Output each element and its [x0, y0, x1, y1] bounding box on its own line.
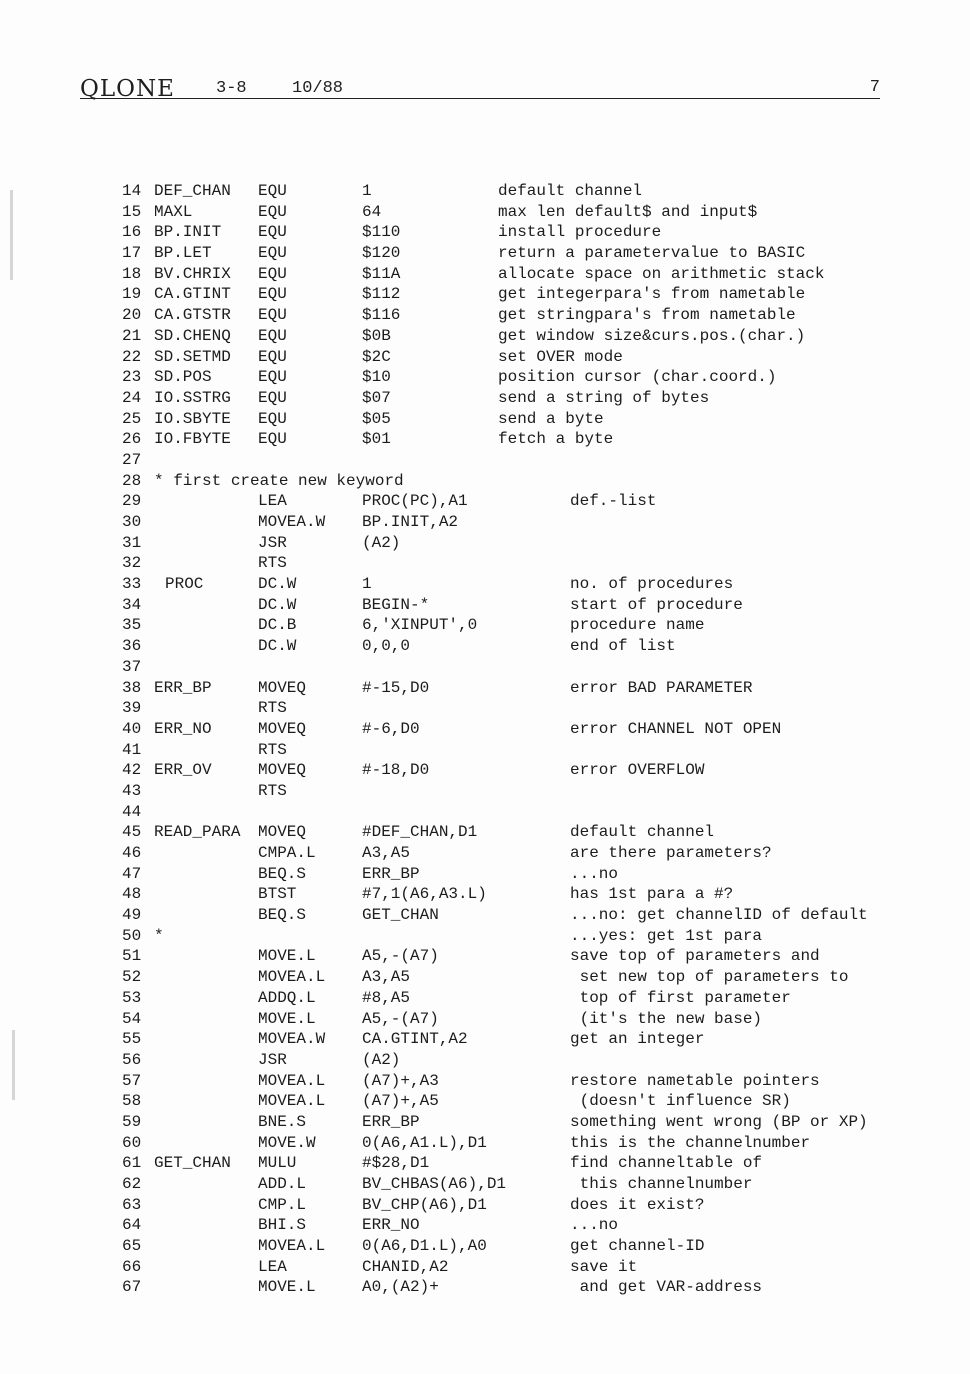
code-label: READ_PARA [154, 823, 241, 842]
code-line [0, 512, 970, 533]
code-operand: A0,(A2)+ [362, 1278, 439, 1297]
line-number: 59 [122, 1112, 142, 1131]
code-opcode: DC.W [258, 595, 297, 614]
code-line [0, 595, 970, 616]
code-label: IO.SSTRG [154, 388, 231, 407]
line-number: 30 [122, 513, 142, 531]
code-listing [0, 181, 970, 1298]
code-line [0, 1071, 970, 1092]
code-operand: (A2) [362, 1050, 401, 1069]
code-opcode: EQU [258, 223, 287, 242]
line-number: 19 [122, 285, 142, 304]
code-opcode: EQU [258, 326, 287, 345]
line-number: 40 [122, 719, 142, 738]
code-operand: 0(A6,D1.L),A0 [362, 1237, 487, 1256]
code-opcode: MOVEA.W [258, 513, 326, 531]
code-label: BP.INIT [154, 223, 222, 242]
line-number: 25 [122, 409, 142, 428]
code-operand: BV_CHP(A6),D1 [362, 1195, 487, 1214]
code-comment: ...yes: get 1st para [570, 926, 763, 945]
code-opcode: RTS [258, 554, 287, 573]
code-opcode: EQU [258, 306, 287, 325]
code-opcode: ADD.L [258, 1175, 307, 1193]
code-operand: 1 [362, 575, 372, 594]
code-line [0, 1215, 970, 1236]
code-opcode: MOVEQ [258, 678, 307, 697]
line-number: 31 [122, 533, 142, 552]
code-operand: (A7)+,A3 [362, 1071, 439, 1090]
code-comment: get an integer [570, 1030, 705, 1049]
code-label: PROC [165, 575, 204, 594]
line-number: 43 [122, 781, 142, 800]
code-opcode: BHI.S [258, 1216, 307, 1235]
code-comment: procedure name [570, 616, 705, 635]
line-number: 15 [122, 202, 142, 221]
code-opcode: JSR [258, 533, 287, 552]
line-number: 64 [122, 1216, 142, 1235]
line-number: 14 [122, 182, 142, 200]
header-rule [80, 98, 880, 99]
code-opcode: CMPA.L [258, 844, 316, 862]
code-comment: default channel [498, 182, 643, 200]
code-comment: (doesn't influence SR) [570, 1092, 791, 1111]
code-line [0, 1133, 970, 1154]
code-opcode: RTS [258, 781, 287, 800]
code-opcode: MOVEQ [258, 761, 307, 780]
code-operand: PROC(PC),A1 [362, 492, 468, 511]
code-opcode: DC.W [258, 575, 297, 594]
code-line [0, 864, 970, 885]
code-comment: position cursor (char.coord.) [498, 368, 777, 387]
code-line [0, 1277, 970, 1298]
code-line [0, 409, 970, 430]
line-number: 16 [122, 223, 142, 242]
code-operand: GET_CHAN [362, 906, 439, 925]
line-number: 53 [122, 988, 142, 1007]
line-number: 34 [122, 595, 142, 614]
code-comment: get stringpara's from nametable [498, 306, 796, 325]
code-label: * first create new keyword [154, 471, 404, 490]
code-label: CA.GTSTR [154, 306, 231, 325]
line-number: 24 [122, 388, 142, 407]
line-number: 65 [122, 1237, 142, 1256]
code-opcode: EQU [258, 244, 287, 263]
code-operand: $0B [362, 326, 391, 345]
code-operand: 64 [362, 202, 382, 221]
code-label: IO.SBYTE [154, 409, 231, 428]
code-line [0, 243, 970, 264]
code-comment: restore nametable pointers [570, 1071, 820, 1090]
code-comment: fetch a byte [498, 430, 614, 449]
code-line [0, 802, 970, 823]
code-line [0, 367, 970, 388]
line-number: 55 [122, 1030, 142, 1049]
code-operand: $01 [362, 430, 391, 449]
code-line [0, 740, 970, 761]
code-line [0, 326, 970, 347]
code-comment: max len default$ and input$ [498, 202, 758, 221]
code-comment: ...no [570, 1216, 619, 1235]
code-comment: no. of procedures [570, 575, 734, 594]
code-comment: get integerpara's from nametable [498, 285, 806, 304]
line-number: 17 [122, 244, 142, 263]
line-number: 21 [122, 326, 142, 345]
code-opcode: MOVEQ [258, 719, 307, 738]
line-number: 23 [122, 368, 142, 387]
line-number: 66 [122, 1257, 142, 1276]
code-operand: A5,-(A7) [362, 947, 439, 966]
code-comment: save top of parameters and [570, 947, 820, 966]
code-line [0, 843, 970, 864]
code-line [0, 926, 970, 947]
line-number: 39 [122, 699, 142, 718]
code-opcode: MOVE.W [258, 1133, 316, 1152]
code-opcode: MULU [258, 1154, 297, 1173]
code-label: BV.CHRIX [154, 264, 231, 283]
issue-date: 10/88 [292, 79, 344, 98]
code-comment: error CHANNEL NOT OPEN [570, 719, 782, 738]
code-operand: BP.INIT,A2 [362, 513, 459, 531]
issue-number: 3-8 [216, 79, 247, 98]
code-opcode: EQU [258, 285, 287, 304]
code-line [0, 1153, 970, 1174]
line-number: 46 [122, 844, 142, 862]
line-number: 20 [122, 306, 142, 325]
code-comment: get window size&curs.pos.(char.) [498, 326, 806, 345]
code-operand: #$28,D1 [362, 1154, 430, 1173]
code-line [0, 1050, 970, 1071]
code-opcode: DC.W [258, 637, 297, 656]
code-comment: send a byte [498, 409, 604, 428]
code-label: BP.LET [154, 244, 212, 263]
code-opcode: RTS [258, 699, 287, 718]
code-operand: A3,A5 [362, 844, 411, 862]
code-opcode: MOVE.L [258, 1009, 316, 1028]
code-opcode: EQU [258, 388, 287, 407]
code-operand: BEGIN-* [362, 595, 430, 614]
code-line [0, 1091, 970, 1112]
line-number: 27 [122, 450, 142, 469]
code-line [0, 284, 970, 305]
code-operand: BV_CHBAS(A6),D1 [362, 1175, 507, 1193]
line-number: 51 [122, 947, 142, 966]
line-number: 44 [122, 802, 142, 821]
code-opcode: EQU [258, 368, 287, 387]
code-line [0, 264, 970, 285]
code-opcode: EQU [258, 264, 287, 283]
code-line [0, 533, 970, 554]
code-opcode: MOVE.L [258, 947, 316, 966]
code-opcode: MOVEA.W [258, 1030, 326, 1049]
code-line [0, 698, 970, 719]
code-operand: #-18,D0 [362, 761, 430, 780]
code-operand: #8,A5 [362, 988, 411, 1007]
code-comment: def.-list [570, 492, 657, 511]
code-operand: ERR_BP [362, 864, 420, 883]
line-number: 29 [122, 492, 142, 511]
code-line [0, 657, 970, 678]
code-label: ERR_NO [154, 719, 212, 738]
line-number: 45 [122, 823, 142, 842]
code-comment: and get VAR-address [570, 1278, 763, 1297]
code-operand: $112 [362, 285, 401, 304]
line-number: 22 [122, 347, 142, 366]
code-comment: allocate space on arithmetic stack [498, 264, 825, 283]
code-comment: save it [570, 1257, 638, 1276]
magazine-title: QLONE [80, 76, 175, 102]
code-operand: $05 [362, 409, 391, 428]
line-number: 48 [122, 885, 142, 904]
code-comment: this channelnumber [570, 1175, 753, 1193]
code-line [0, 946, 970, 967]
code-line [0, 719, 970, 740]
code-line [0, 450, 970, 471]
code-comment: install procedure [498, 223, 662, 242]
line-number: 28 [122, 471, 142, 490]
code-opcode: EQU [258, 430, 287, 449]
code-line [0, 760, 970, 781]
code-label: DEF_CHAN [154, 182, 231, 200]
code-operand: #7,1(A6,A3.L) [362, 885, 487, 904]
code-comment: (it's the new base) [570, 1009, 763, 1028]
code-opcode: RTS [258, 740, 287, 759]
code-line [0, 967, 970, 988]
line-number: 58 [122, 1092, 142, 1111]
code-line [0, 781, 970, 802]
code-operand: ERR_NO [362, 1216, 420, 1235]
code-opcode: LEA [258, 1257, 287, 1276]
code-opcode: MOVE.L [258, 1278, 316, 1297]
code-comment: are there parameters? [570, 844, 772, 862]
code-line [0, 347, 970, 368]
code-line [0, 1029, 970, 1050]
code-comment: default channel [570, 823, 715, 842]
code-label: SD.SETMD [154, 347, 231, 366]
line-number: 18 [122, 264, 142, 283]
code-line [0, 202, 970, 223]
code-opcode: DC.B [258, 616, 297, 635]
line-number: 37 [122, 657, 142, 676]
line-number: 67 [122, 1278, 142, 1297]
code-operand: $11A [362, 264, 401, 283]
code-operand: $116 [362, 306, 401, 325]
line-number: 42 [122, 761, 142, 780]
code-line [0, 471, 970, 492]
code-operand: $110 [362, 223, 401, 242]
code-operand: #-6,D0 [362, 719, 420, 738]
code-opcode: BNE.S [258, 1112, 307, 1131]
code-opcode: BTST [258, 885, 297, 904]
code-operand: 6,'XINPUT',0 [362, 616, 478, 635]
code-operand: CA.GTINT,A2 [362, 1030, 468, 1049]
code-operand: A3,A5 [362, 968, 411, 987]
code-line [0, 1236, 970, 1257]
code-opcode: EQU [258, 202, 287, 221]
code-operand: ERR_BP [362, 1112, 420, 1131]
code-label: ERR_OV [154, 761, 212, 780]
code-line [0, 988, 970, 1009]
code-comment: top of first parameter [570, 988, 791, 1007]
code-opcode: BEQ.S [258, 906, 307, 925]
code-operand: $10 [362, 368, 391, 387]
code-label: SD.POS [154, 368, 212, 387]
code-comment: set OVER mode [498, 347, 623, 366]
code-comment: this is the channelnumber [570, 1133, 811, 1152]
code-comment: set new top of parameters to [570, 968, 849, 987]
code-comment: find channeltable of [570, 1154, 763, 1173]
code-line [0, 1195, 970, 1216]
code-comment: has 1st para a #? [570, 885, 734, 904]
code-opcode: BEQ.S [258, 864, 307, 883]
code-label: ERR_BP [154, 678, 212, 697]
line-number: 63 [122, 1195, 142, 1214]
code-opcode: MOVEA.L [258, 968, 326, 987]
code-label: * [154, 926, 164, 945]
line-number: 61 [122, 1154, 142, 1173]
code-line [0, 222, 970, 243]
code-comment: get channel-ID [570, 1237, 705, 1256]
line-number: 62 [122, 1175, 142, 1193]
code-opcode: EQU [258, 409, 287, 428]
code-comment: ...no [570, 864, 619, 883]
code-label: SD.CHENQ [154, 326, 231, 345]
code-comment: something went wrong (BP or XP) [570, 1112, 868, 1131]
code-operand: CHANID,A2 [362, 1257, 449, 1276]
line-number: 41 [122, 740, 142, 759]
code-line [0, 429, 970, 450]
code-operand: $2C [362, 347, 391, 366]
code-operand: $120 [362, 244, 401, 263]
line-number: 60 [122, 1133, 142, 1152]
line-number: 36 [122, 637, 142, 656]
code-label: CA.GTINT [154, 285, 231, 304]
code-opcode: EQU [258, 182, 287, 200]
code-line [0, 1112, 970, 1133]
code-opcode: JSR [258, 1050, 287, 1069]
line-number: 49 [122, 906, 142, 925]
code-comment: ...no: get channelID of default [570, 906, 868, 925]
code-line [0, 1009, 970, 1030]
code-comment: error OVERFLOW [570, 761, 705, 780]
code-line [0, 884, 970, 905]
code-opcode: LEA [258, 492, 287, 511]
code-label: IO.FBYTE [154, 430, 231, 449]
code-operand: #DEF_CHAN,D1 [362, 823, 478, 842]
line-number: 38 [122, 678, 142, 697]
code-line [0, 1174, 970, 1195]
code-label: MAXL [154, 202, 193, 221]
code-comment: return a parametervalue to BASIC [498, 244, 806, 263]
code-line [0, 905, 970, 926]
code-opcode: MOVEQ [258, 823, 307, 842]
line-number: 47 [122, 864, 142, 883]
code-comment: does it exist? [570, 1195, 705, 1214]
code-operand: (A2) [362, 533, 401, 552]
code-comment: end of list [570, 637, 676, 656]
code-line [0, 574, 970, 595]
code-operand: $07 [362, 388, 391, 407]
line-number: 32 [122, 554, 142, 573]
line-number: 56 [122, 1050, 142, 1069]
code-line [0, 636, 970, 657]
code-operand: 1 [362, 182, 372, 200]
code-line [0, 1257, 970, 1278]
code-opcode: EQU [258, 347, 287, 366]
code-operand: A5,-(A7) [362, 1009, 439, 1028]
code-line [0, 822, 970, 843]
code-operand: 0,0,0 [362, 637, 411, 656]
page-number: 7 [869, 78, 880, 97]
code-opcode: MOVEA.L [258, 1071, 326, 1090]
code-line [0, 305, 970, 326]
code-comment: error BAD PARAMETER [570, 678, 753, 697]
line-number: 54 [122, 1009, 142, 1028]
code-opcode: ADDQ.L [258, 988, 316, 1007]
code-opcode: CMP.L [258, 1195, 307, 1214]
code-comment: send a string of bytes [498, 388, 710, 407]
page-header [80, 76, 880, 100]
line-number: 50 [122, 926, 142, 945]
line-number: 33 [122, 575, 142, 594]
code-opcode: MOVEA.L [258, 1092, 326, 1111]
line-number: 26 [122, 430, 142, 449]
line-number: 57 [122, 1071, 142, 1090]
code-operand: 0(A6,A1.L),D1 [362, 1133, 487, 1152]
code-line [0, 491, 970, 512]
code-label: GET_CHAN [154, 1154, 231, 1173]
code-operand: #-15,D0 [362, 678, 430, 697]
code-operand: (A7)+,A5 [362, 1092, 439, 1111]
code-line [0, 388, 970, 409]
code-line [0, 553, 970, 574]
code-line [0, 181, 970, 202]
code-opcode: MOVEA.L [258, 1237, 326, 1256]
line-number: 35 [122, 616, 142, 635]
code-comment: start of procedure [570, 595, 743, 614]
code-line [0, 615, 970, 636]
line-number: 52 [122, 968, 142, 987]
code-line [0, 678, 970, 699]
